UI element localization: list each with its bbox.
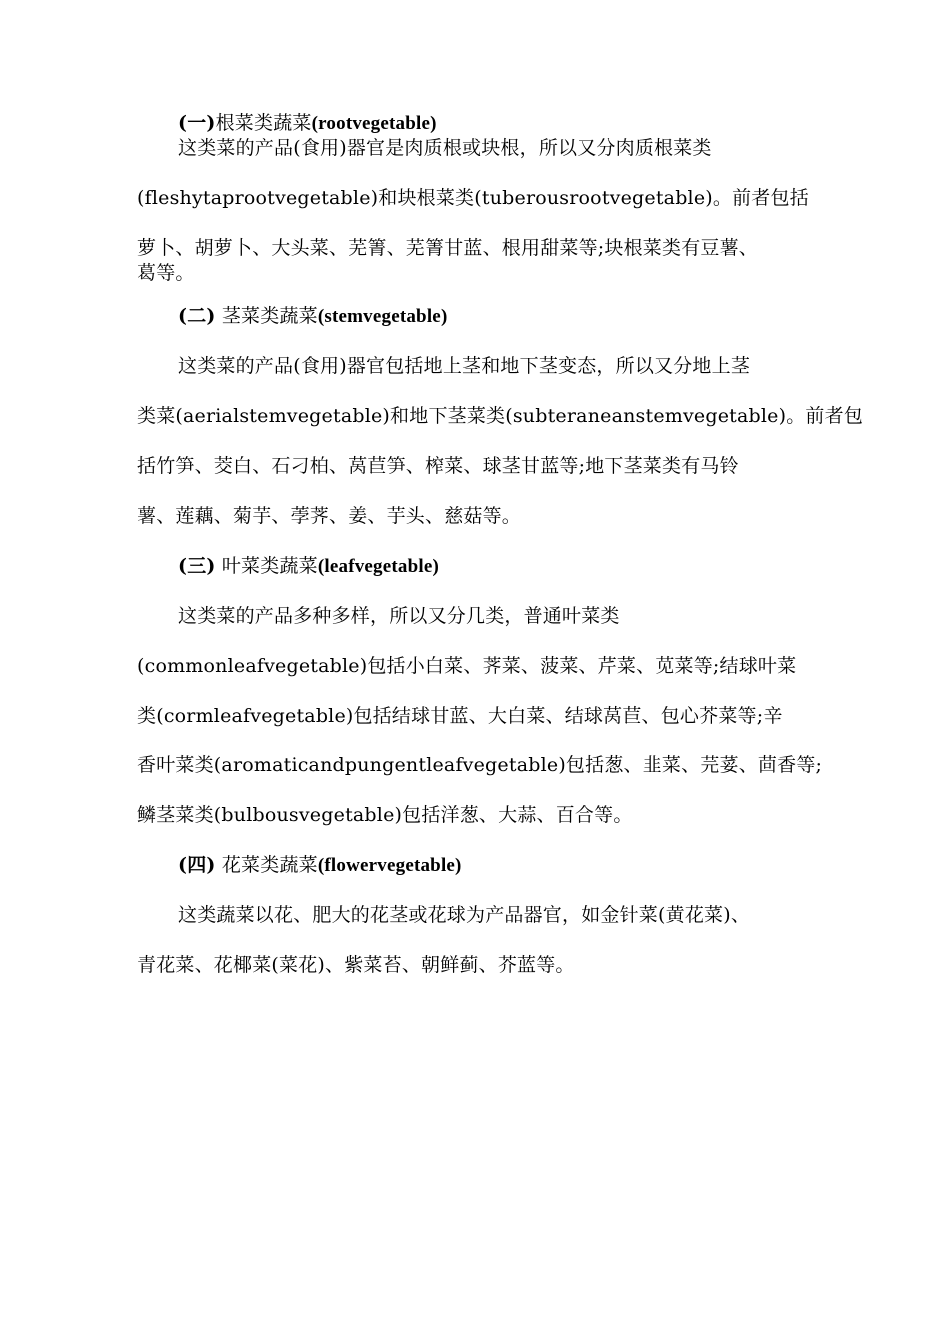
heading-english: (stemvegetable) [317, 306, 448, 327]
paragraph-line: 葛等。 [137, 262, 195, 284]
heading-number: (三) [178, 555, 216, 577]
paragraph-line: 香叶菜类(aromaticandpungentleafvegetable)包括葱、韭菜、芫荽、茴香等; [137, 754, 823, 776]
paragraph-line: 萝卜、胡萝卜、大头菜、芜箐、芜箐甘蓝、根用甜菜等;块根菜类有豆薯、 [137, 237, 759, 259]
paragraph-line: (fleshytaprootvegetable)和块根菜类(tuberousrootvegetable)。前者包括 [137, 187, 809, 209]
heading-title: 叶菜类蔬菜 [221, 555, 318, 577]
paragraph-line: 类(cormleafvegetable)包括结球甘蓝、大白菜、结球莴苣、包心芥菜等;辛 [137, 705, 783, 727]
paragraph-line: 括竹笋、茭白、石刁柏、莴苣笋、榨菜、球茎甘蓝等;地下茎菜类有马铃 [137, 455, 739, 477]
paragraph-line: 这类蔬菜以花、肥大的花茎或花球为产品器官，如金针菜(黄花菜)、 [178, 904, 751, 926]
paragraph-line: (commonleafvegetable)包括小白菜、荠菜、菠菜、芹菜、苋菜等;结球叶菜 [137, 655, 797, 677]
heading-english: (leafvegetable) [317, 556, 440, 577]
paragraph-line: 类菜(aerialstemvegetable)和地下茎菜类(subteraneanstemvegetable)。前者包 [137, 405, 864, 427]
paragraph-line: 这类菜的产品(食用)器官是肉质根或块根，所以又分肉质根菜类 [178, 137, 712, 159]
heading-title: 根菜类蔬菜 [215, 112, 312, 134]
heading-number: (二) [178, 305, 216, 327]
heading-number: (一) [178, 112, 216, 134]
section-heading [178, 303, 868, 330]
section-heading [178, 553, 868, 580]
heading-english: (flowervegetable) [317, 855, 462, 876]
paragraph-line: 青花菜、花椰菜(菜花)、紫菜苔、朝鲜蓟、芥蓝等。 [137, 954, 575, 976]
section-heading [178, 852, 868, 879]
paragraph-line: 这类菜的产品(食用)器官包括地上茎和地下茎变态，所以又分地上茎 [178, 355, 751, 377]
heading-title: 茎菜类蔬菜 [221, 305, 318, 327]
heading-title: 花菜类蔬菜 [221, 854, 318, 876]
section-heading [178, 110, 868, 137]
heading-english: (rootvegetable) [311, 113, 437, 134]
paragraph-line: 鳞茎菜类(bulbousvegetable)包括洋葱、大蒜、百合等。 [137, 804, 633, 826]
heading-number: (四) [178, 854, 216, 876]
paragraph-line: 这类菜的产品多种多样，所以又分几类，普通叶菜类 [178, 605, 620, 627]
paragraph-line: 薯、莲藕、菊芋、荸荠、姜、芋头、慈菇等。 [137, 505, 522, 527]
